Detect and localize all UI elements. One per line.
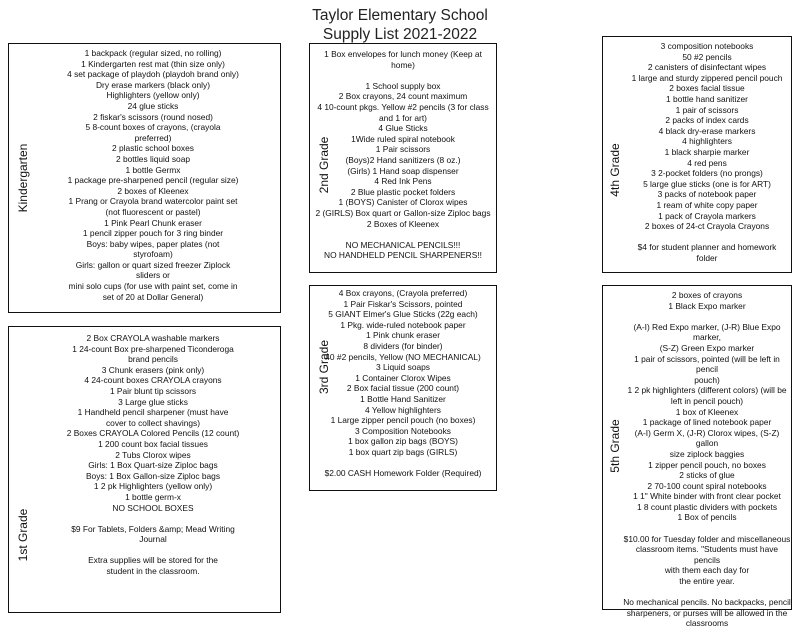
list-item: 1 Large zipper pencil pouch (no boxes) [330, 415, 476, 426]
list-item: (not fluorescent or pastel) [105, 206, 201, 217]
list-item: $9 For Tablets, Folders &amp; Mead Writing [71, 523, 235, 534]
list-item: 4 24-count boxes CRAYOLA crayons [84, 375, 222, 386]
list-item: 1 Pair scissors [375, 144, 431, 155]
list-item: 4 highlighters [682, 136, 732, 147]
list-item: student in the classroom. [106, 566, 200, 577]
spacer [312, 70, 494, 81]
list-item: 2 boxes facial tissue [669, 83, 745, 94]
item-list [623, 41, 791, 263]
list-item: 1 bottle germ-x [125, 491, 181, 502]
section-label: 1st Grade [16, 508, 30, 562]
list-item: (A-I) Germ X, (J-R) Clorox wipes, (S-Z) gallon [634, 427, 780, 449]
second-grade-section [309, 43, 497, 273]
list-item: 8 dividers (for binder) [363, 340, 443, 351]
list-item: 1 pencil zipper pouch for 3 ring binder [82, 228, 224, 239]
list-item: 1 Box of pencils [677, 512, 737, 523]
list-item: pouch) [694, 374, 720, 385]
list-item: 1 black sharpie marker [664, 146, 750, 157]
list-item: 1 Prang or Crayola brand watercolor paint set [68, 196, 238, 207]
list-item: 3 Large glue sticks [118, 396, 188, 407]
list-item: 4 Red Ink Pens [374, 176, 432, 187]
list-item: mini solo cups (for use with paint set, come in [68, 281, 238, 292]
section-label: 3rd Grade [317, 339, 331, 395]
first-grade-section [8, 326, 281, 613]
list-item: 4 red pens [687, 157, 727, 168]
list-item: 3 2-pocket folders (no prongs) [651, 168, 763, 179]
section-label: Kindergarten [16, 143, 30, 213]
list-item: styrofoam) [133, 249, 173, 260]
list-item: 1 Box envelopes for lunch money (Keep at [324, 49, 482, 59]
school-name: Taylor Elementary School [312, 7, 488, 24]
list-item: 5 8-count boxes of crayons, (crayola [85, 122, 221, 133]
list-item: 1 ream of white copy paper [656, 199, 758, 210]
list-item: 1 2 pk Highlighters (yellow only) [93, 481, 213, 492]
list-item: NO MECHANICAL PENCILS!!! [345, 239, 461, 250]
list-item: NO HANDHELD PENCIL SHARPENERS!! [324, 250, 482, 261]
list-item: 1 School supply box [365, 80, 441, 91]
list-item: 2 Box crayons, 24 count maximum [338, 91, 468, 102]
list-item: 1 bottle Germx [125, 164, 181, 175]
list-item: 1 8 count plastic dividers with pockets [636, 501, 778, 512]
list-item: 2 Boxes CRAYOLA Colored Pencils (12 count) [66, 428, 240, 439]
section-label: 4th Grade [608, 143, 622, 197]
spacer [623, 311, 791, 322]
fourth-grade-section [602, 36, 792, 273]
list-item: 3 Liquid soaps [375, 362, 430, 373]
list-item: 2 Box facial tissue (200 count) [346, 383, 460, 394]
list-item: 1 Pair blunt tip scissors [109, 385, 197, 396]
list-item: left in pencil pouch) [670, 395, 744, 406]
list-item: 4 10-count pkgs. Yellow #2 pencils (3 for class [317, 101, 489, 112]
list-item: 1 Pair Fiskar's Scissors, pointed [343, 298, 463, 309]
spacer [31, 545, 275, 556]
list-year: Supply List 2021-2022 [322, 26, 478, 43]
fifth-grade-section [602, 285, 792, 629]
list-item: 24 glue sticks [127, 100, 179, 111]
list-item: classroom items. "Students must have pencils [635, 544, 779, 565]
list-item: 3 Composition Notebooks [355, 425, 451, 436]
list-item: 1 zipper pencil pouch, no boxes [648, 459, 766, 470]
list-item: 2 Box CRAYOLA washable markers [86, 333, 220, 343]
list-item: set of 20 at Dollar General) [102, 291, 204, 302]
list-item: 2 (GIRLS) Box quart or Gallon-size Ziploc bags [315, 207, 491, 218]
list-item: 1 bottle hand sanitizer [666, 93, 748, 104]
list-item: the entire year. [679, 576, 735, 587]
list-item: $2.00 CASH Homework Folder (Required) [324, 468, 482, 479]
item-list [312, 288, 494, 479]
list-item: Dry erase markers (black only) [95, 79, 211, 90]
list-item: 5 large glue sticks (one is for ART) [643, 178, 771, 189]
list-item: 2 Tubs Clorox wipes [115, 449, 191, 460]
list-item: 1 box quart zip bags (GIRLS) [348, 446, 458, 457]
spacer [312, 229, 494, 240]
list-item: size ziplock baggies [669, 448, 745, 459]
list-item: (Boys)2 Hand sanitizers (8 oz.) [345, 154, 461, 165]
list-item: cover to collect shavings) [105, 417, 201, 428]
list-item: with them each day for [664, 565, 750, 576]
list-item: 1 pack of Crayola markers [658, 210, 756, 221]
list-item: 4 Box crayons, (Crayola preferred) [338, 288, 468, 298]
spacer [623, 232, 791, 243]
list-item: Boys: baby wipes, paper plates (not [86, 238, 220, 249]
list-item: Journal [139, 534, 167, 545]
list-item: home) [391, 59, 415, 70]
list-item: 50 #2 pencils [682, 51, 732, 62]
list-item: 1 backpack (regular sized, no rolling) [84, 48, 222, 58]
list-item: 1 package pre-sharpened pencil (regular size) [67, 175, 239, 186]
list-item: $10.00 for Tuesday folder and miscellaneous [623, 533, 791, 544]
item-list [623, 290, 791, 629]
list-item: 1 box of Kleenex [675, 406, 739, 417]
list-item: 2 Boxes of Kleenex [366, 218, 440, 229]
list-item: 1 Container Clorox Wipes [355, 372, 451, 383]
list-item: 2 boxes of crayons [671, 290, 743, 300]
list-item: sliders or [136, 270, 170, 281]
list-item: 2 bottles liquid soap [115, 153, 191, 164]
third-grade-section [309, 285, 497, 491]
list-item: 3 composition notebooks [660, 41, 754, 51]
list-item: 4 set package of playdoh (playdoh brand only) [67, 69, 239, 80]
list-item: 1 24-count Box pre-sharpened Ticonderoga [72, 343, 234, 354]
list-item: 2 boxes of 24-ct Crayola Crayons [644, 221, 770, 232]
list-item: NO SCHOOL BOXES [112, 502, 194, 513]
list-item: 1 2 pk highlighters (different colors) (will be [627, 385, 787, 396]
list-item: 1 pair of scissors [675, 104, 739, 115]
list-item: Extra supplies will be stored for the [88, 555, 218, 566]
list-item: 1 (BOYS) Canister of Clorox wipes [338, 197, 468, 208]
list-item: 1 Pink Pearl Chunk eraser [104, 217, 202, 228]
list-item: 4 Glue Sticks [378, 123, 428, 134]
list-item: 1 Bottle Hand Sanitizer [360, 393, 446, 404]
list-item: 2 plastic school boxes [112, 143, 194, 154]
list-item: 1 Black Expo marker [668, 300, 746, 311]
list-item: 4 black dry-erase markers [658, 125, 756, 136]
spacer [623, 587, 791, 598]
list-item: 3 packs of notebook paper [657, 189, 757, 200]
list-item: 1 Kindergarten rest mat (thin size only) [81, 58, 225, 69]
list-item: 40 #2 pencils, Yellow (NO MECHANICAL) [325, 351, 481, 362]
list-item: and 1 for art) [379, 112, 427, 123]
list-item: 2 canisters of disinfectant wipes [647, 62, 767, 73]
list-item: 2 Blue plastic pocket folders [350, 186, 456, 197]
list-item: folder [696, 252, 718, 263]
list-item: sharpeners, or purses will be allowed in the [626, 607, 788, 618]
list-item: 1Wide ruled spiral notebook [351, 133, 455, 144]
list-item: 4 Yellow highlighters [365, 404, 441, 415]
section-label: 5th Grade [608, 419, 622, 473]
list-item: 1 1" White binder with front clear pocket [633, 491, 781, 502]
list-item: 3 Chunk erasers (pink only) [101, 364, 205, 375]
item-list [312, 49, 494, 261]
list-item: 2 sticks of glue [679, 470, 735, 481]
list-item: 1 pair of scissors, pointed (will be left in pencil [634, 353, 780, 375]
list-item: 2 70-100 count spiral notebooks [647, 480, 767, 491]
item-list [31, 48, 275, 302]
section-label: 2nd Grade [317, 136, 331, 194]
list-item: 2 packs of index cards [665, 115, 749, 126]
list-item: Boys: 1 Box Gallon-size Ziploc bags [85, 470, 221, 481]
list-item: (Girls) 1 Hand soap dispenser [347, 165, 459, 176]
spacer [31, 513, 275, 524]
list-item: (S-Z) Green Expo marker [659, 342, 755, 353]
list-item: classrooms [685, 618, 729, 629]
list-item: 1 Pink chunk eraser [365, 330, 441, 341]
spacer [623, 523, 791, 534]
list-item: 1 package of lined notebook paper [642, 417, 772, 428]
item-list [31, 333, 275, 577]
list-item: (A-I) Red Expo marker, (J-R) Blue Expo marker, [633, 321, 781, 343]
list-item: Girls: 1 Box Quart-size Ziploc bags [88, 460, 218, 471]
list-item: 5 GIANT Elmer's Glue Sticks (22g each) [328, 309, 478, 320]
list-item: 1 Pkg. wide-ruled notebook paper [340, 319, 466, 330]
list-item: No mechanical pencils. No backpacks, pencil [623, 597, 791, 608]
list-item: 1 Handheld pencil sharpener (must have [77, 407, 229, 418]
list-item: 2 fiskar's scissors (round nosed) [93, 111, 213, 122]
list-item: 1 large and sturdy zippered pencil pouch [631, 72, 783, 83]
kindergarten-section [8, 43, 281, 313]
list-item: preferred) [134, 132, 172, 143]
list-item: 2 boxes of Kleenex [117, 185, 189, 196]
list-item: brand pencils [128, 354, 178, 365]
list-item: Girls: gallon or quart sized freezer Ziplock [75, 259, 231, 270]
list-item: $4 for student planner and homework [637, 242, 777, 253]
spacer [312, 458, 494, 469]
list-item: Highlighters (yellow only) [106, 90, 200, 101]
list-item: 1 box gallon zip bags (BOYS) [348, 436, 458, 447]
list-item: 1 200 count box facial tissues [98, 438, 208, 449]
